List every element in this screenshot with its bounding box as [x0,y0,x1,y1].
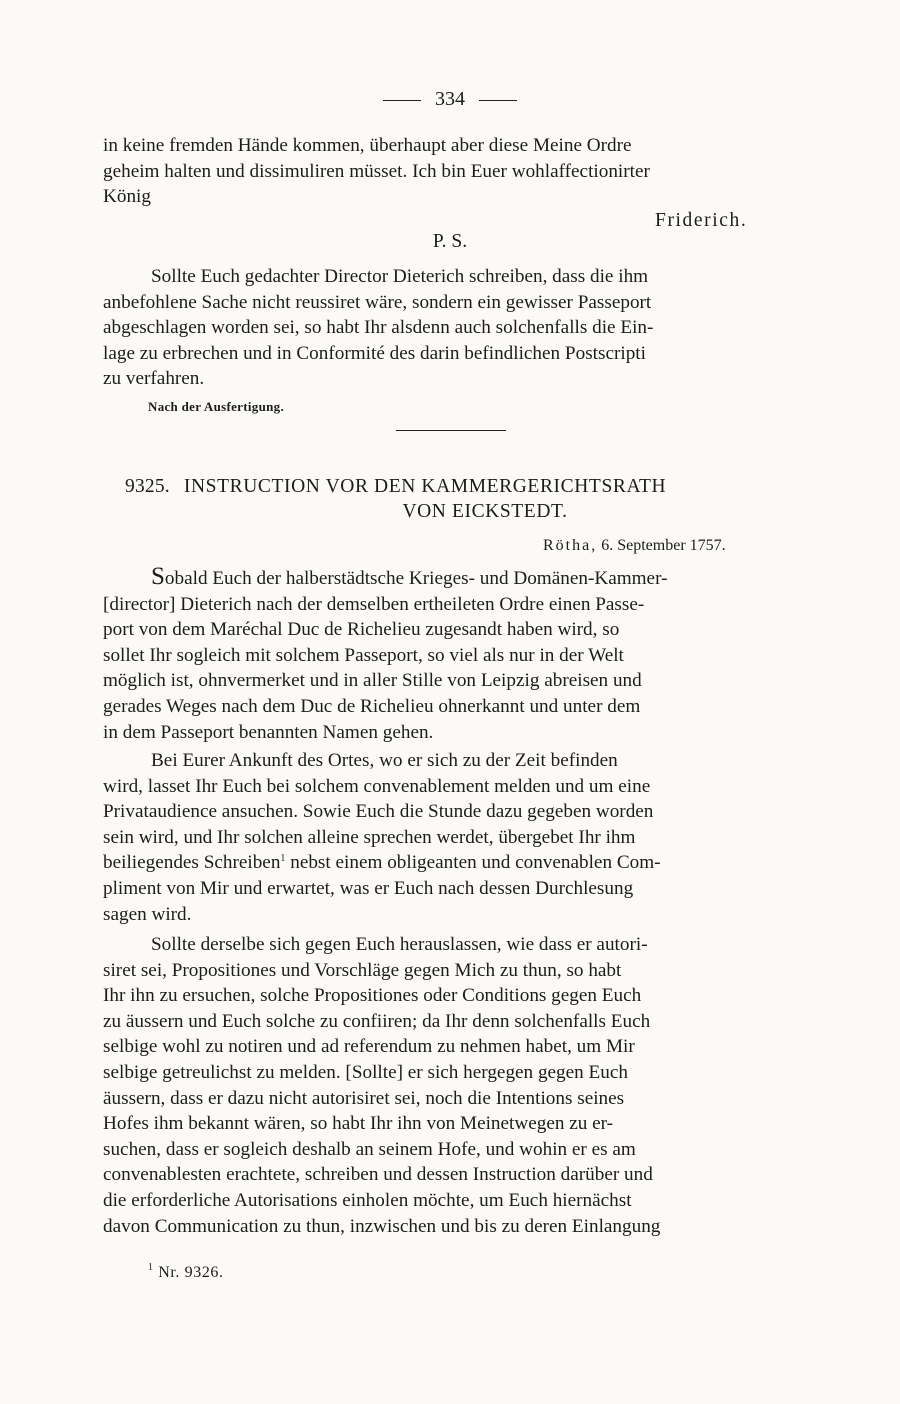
text-line: sagen wird. [103,903,192,925]
text-line: Hofes ihm bekannt wären, so habt Ihr ihn von Meinetwegen zu er- [103,1113,614,1135]
text-line: Bei Eurer Ankunft des Ortes, wo er sich zu der Zeit befinden [151,750,618,771]
text-line: die erforderliche Autorisations einholen möchte, um Euch hiernächst [103,1189,632,1211]
text-line: suchen, dass er sogleich deshalb an seinem Hofe, und wohin er es am [103,1138,636,1160]
document-heading [125,474,805,524]
signature: Friderich. [655,210,748,231]
text-line: sollet Ihr sogleich mit solchem Passeport, so viel als nur in der Welt [103,644,624,666]
page-header [0,88,900,111]
text-line: port von dem Maréchal Duc de Richelieu zugesandt haben wird, so [103,619,620,641]
text-line: Privataudience ansuchen. Sowie Euch die Stunde dazu gegeben worden [103,801,654,823]
text-line: abgeschlagen worden sei, so habt Ihr alsdenn auch solchenfalls die Ein- [103,317,654,339]
text-run: beiliegendes Schreiben [103,852,281,874]
text-line: in keine fremden Hände kommen, überhaupt aber diese Meine Ordre [103,135,632,156]
paragraph-2 [103,748,800,927]
text-line: siret sei, Propositiones und Vorschläge gegen Mich zu thun, so habt [103,959,622,981]
text-line: pliment von Mir und erwartet, was er Euch nach dessen Durchlesung [103,877,634,899]
dateline-place: Rötha, [543,537,598,554]
document-number: 9325. [125,476,170,497]
document-title-line2: VON EICKSTEDT. [402,501,568,522]
source-note: Nach der Ausfertigung. [148,399,285,414]
text-line: zu äussern und Euch solche zu confiiren; da Ihr denn solchenfalls Euch [103,1010,651,1032]
text-line: in dem Passeport benannten Namen gehen. [103,721,434,743]
text-line: Sollte derselbe sich gegen Euch herauslassen, wie dass er autori- [151,934,648,955]
text-run: nebst einem obligeanten und convenablen Com- [285,852,661,874]
text-line: selbige getreulichst zu melden. [Sollte] er sich hergegen gegen Euch [103,1061,628,1083]
header-dash-left [383,100,421,101]
header-dash-right [479,100,517,101]
paragraph-3 [103,932,800,1239]
dateline [543,537,726,555]
text-line: geheim halten und dissimuliren müsset. Ich bin Euer wohlaffectionirter [103,160,650,182]
top-text [103,133,800,210]
footnote-reference[interactable]: 1 [280,853,286,865]
text-line: äussern, dass er dazu nicht autorisiret sei, noch die Intentions seines [103,1087,625,1109]
text-line: gerades Weges nach dem Duc de Richelieu ohnerkannt und unter dem [103,695,641,717]
dateline-date: 6. September 1757. [601,537,726,554]
text-line: davon Communication zu thun, inzwischen und bis zu deren Einlangung [103,1215,661,1237]
text-line: convenablesten erachtete, schreiben und dessen Instruction darüber und [103,1164,653,1186]
text-line: lage zu erbrechen und in Conformité des darin befindlichen Postscripti [103,342,646,364]
text-line: [director] Dieterich nach der demselben ertheileten Ordre einen Passe- [103,593,645,615]
paragraph-1 [103,563,800,745]
document-title-line1: INSTRUCTION VOR DEN KAMMERGERICHTSRATH [183,476,667,497]
footnote-text: Nr. 9326. [158,1264,224,1281]
initial-letter: S [151,563,165,590]
text-line: König [103,186,151,208]
text-line: Sollte Euch gedachter Director Dieterich schreiben, dass die ihm [151,266,649,287]
text-line: Ihr ihn zu ersuchen, solche Propositiones oder Conditions gegen Euch [103,985,642,1007]
postscript-label: P. S. [432,231,468,252]
text-run: obald Euch der halberstädtsche Krieges- und Domänen-Kammer- [164,568,668,589]
text-line: sein wird, und Ihr solchen alleine sprechen werdet, übergebet Ihr ihm [103,826,636,848]
section-divider [396,430,506,431]
text-line: möglich ist, ohnvermerket und in aller Stille von Leipzig abreisen und [103,670,642,692]
text-line: zu verfahren. [103,368,205,390]
text-line: wird, lasset Ihr Euch bei solchem convenablement melden und um eine [103,775,651,797]
footnote [148,1264,224,1282]
postscript-text [103,264,800,392]
text-line [103,850,800,876]
page-number: 334 [435,88,465,110]
footnote-mark: 1 [148,1262,154,1273]
text-line [103,563,800,592]
text-line: selbige wohl zu notiren und ad referendum zu nehmen habet, um Mir [103,1036,635,1058]
text-line: anbefohlene Sache nicht reussiret wäre, sondern ein gewisser Passeport [103,291,652,313]
